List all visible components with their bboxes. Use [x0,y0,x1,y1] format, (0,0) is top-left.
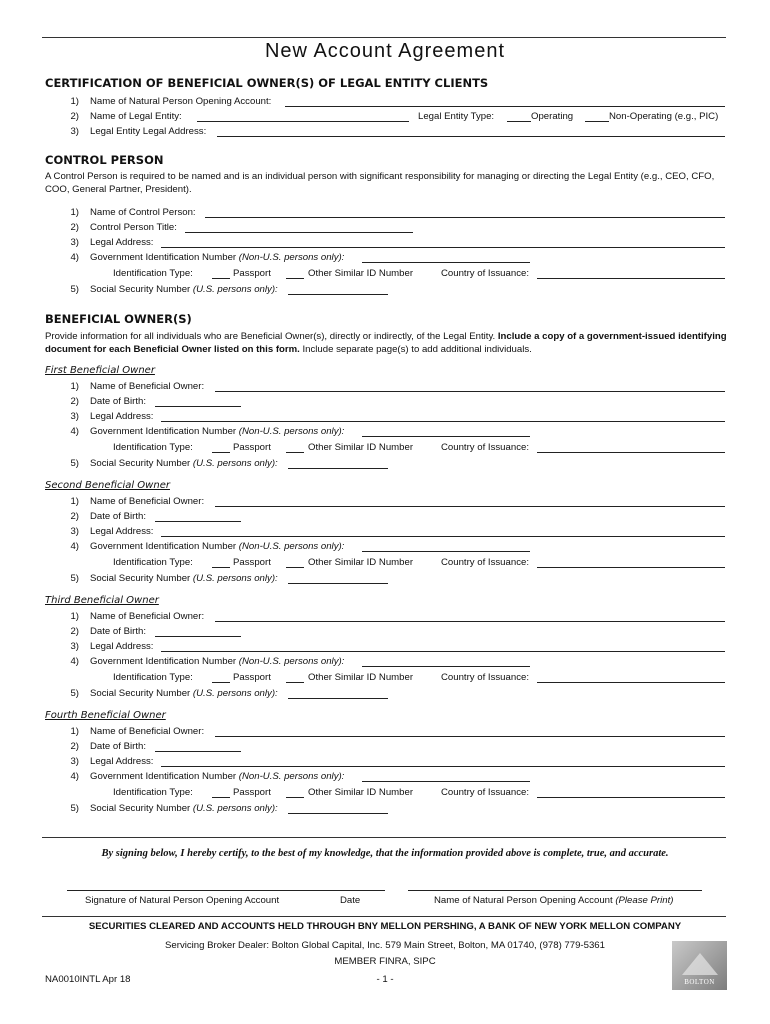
owner-passport-check[interactable] [212,671,230,683]
owner-gov-id-row: 4) Government Identification Number (Non-U.S. persons only): [45,770,727,784]
owner-dob-field[interactable] [155,395,241,407]
owner-address-field[interactable] [161,640,725,652]
owner-dob-field[interactable] [155,510,241,522]
entity-address-field[interactable] [217,125,725,137]
owner-heading: Third Beneficial Owner [45,595,159,606]
owner-dob-row: 2) Date of Birth: [45,740,727,754]
owner-heading: First Beneficial Owner [45,365,155,376]
footer-rule [42,916,726,917]
control-row-5: 5) Social Security Number (U.S. persons only): [45,283,727,297]
page-title: New Account Agreement [264,40,505,62]
owner-ssn-row: 5) Social Security Number (U.S. persons only): [45,687,727,701]
owner-address-row: 3) Legal Address: [45,755,727,769]
control-row-1: 1) Name of Control Person: [45,206,727,220]
section-rule [42,837,726,838]
certification-statement: By signing below, I hereby certify, to the best of my knowledge, that the information provided above is complete, true, and accurate. [101,848,669,859]
control-other-id-check[interactable] [286,267,304,279]
control-ssn-field[interactable] [288,283,388,295]
owner-address-row: 3) Legal Address: [45,410,727,424]
bolton-logo [672,941,727,990]
owner-country-field[interactable] [537,786,725,798]
clearing-banner: SECURITIES CLEARED AND ACCOUNTS HELD THROUGH BNY MELLON PERSHING, A BANK OF NEW YORK MELLON COMPANY [88,921,682,932]
non-operating-check[interactable] [585,110,609,122]
owner-name-field[interactable] [215,725,725,737]
owner-address-field[interactable] [161,525,725,537]
date-label: Date [340,895,361,906]
control-title-field[interactable] [185,221,413,233]
beneficial-heading: BENEFICIAL OWNER(S) [45,312,192,326]
owner-name-row: 1) Name of Beneficial Owner: [45,725,727,739]
owner-ssn-field[interactable] [288,572,388,584]
printed-name-field[interactable] [408,880,702,891]
owner-name-field[interactable] [215,610,725,622]
owner-address-field[interactable] [161,755,725,767]
owner-gov-id-row: 4) Government Identification Number (Non-U.S. persons only): [45,425,727,439]
owner-name-row: 1) Name of Beneficial Owner: [45,610,727,624]
control-name-field[interactable] [205,206,725,218]
owner-gov-id-field[interactable] [362,770,530,782]
owner-id-type-row: Identification Type: Passport Other Similar ID Number Country of Issuance: [45,441,727,455]
control-description: A Control Person is required to be named and is an individual person with significant responsibility for managing or directing the Legal Entity (e.g., CEO, CFO, COO, General Partner, President). [45,171,715,195]
owner-id-type-row: Identification Type: Passport Other Similar ID Number Country of Issuance: [45,786,727,800]
operating-check[interactable] [507,110,531,122]
owner-id-type-row: Identification Type: Passport Other Similar ID Number Country of Issuance: [45,556,727,570]
top-rule [42,37,726,38]
owner-other-id-check[interactable] [286,556,304,568]
cert-row-1: 1) Name of Natural Person Opening Account: [45,95,727,109]
cert-row-3: 3) Legal Entity Legal Address: [45,125,727,139]
printed-name-label: Name of Natural Person Opening Account (Please Print) [434,895,674,906]
owner-gov-id-field[interactable] [362,655,530,667]
owner-heading: Second Beneficial Owner [45,480,170,491]
owner-gov-id-row: 4) Government Identification Number (Non-U.S. persons only): [45,655,727,669]
owner-ssn-field[interactable] [288,457,388,469]
servicing-broker: Servicing Broker Dealer: Bolton Global Capital, Inc. 579 Main Street, Bolton, MA 01740, (978) 779-5361 [165,940,605,951]
cert-heading: CERTIFICATION OF BENEFICIAL OWNER(S) OF LEGAL ENTITY CLIENTS [45,76,489,90]
owner-dob-row: 2) Date of Birth: [45,625,727,639]
owner-heading: Fourth Beneficial Owner [45,710,166,721]
control-id-type-row: Identification Type: Passport Other Similar ID Number Country of Issuance: [45,267,727,281]
owner-passport-check[interactable] [212,556,230,568]
owner-address-row: 3) Legal Address: [45,525,727,539]
page-number: - 1 - [376,974,394,985]
signature-label: Signature of Natural Person Opening Account [85,895,280,906]
cert-row-2: 2) Name of Legal Entity: Legal Entity Type: Operating Non-Operating (e.g., PIC) [70,111,719,122]
logo-text: BOLTON [684,978,715,986]
owner-passport-check[interactable] [212,441,230,453]
owner-country-field[interactable] [537,556,725,568]
signature-field[interactable] [67,880,385,891]
owner-name-row: 1) Name of Beneficial Owner: [45,380,727,394]
logo-mark-icon [682,953,718,975]
owner-gov-id-field[interactable] [362,425,530,437]
control-gov-id-field[interactable] [362,251,530,263]
owner-ssn-field[interactable] [288,687,388,699]
owner-gov-id-field[interactable] [362,540,530,552]
owner-ssn-field[interactable] [288,802,388,814]
owner-id-type-row: Identification Type: Passport Other Similar ID Number Country of Issuance: [45,671,727,685]
owner-other-id-check[interactable] [286,671,304,683]
owner-dob-field[interactable] [155,740,241,752]
form-id: NA0010INTL Apr 18 [45,974,131,985]
natural-person-field[interactable] [285,95,725,107]
control-row-4: 4) Government Identification Number (Non-U.S. persons only): [45,251,727,265]
owner-dob-row: 2) Date of Birth: [45,395,727,409]
owner-ssn-row: 5) Social Security Number (U.S. persons only): [45,457,727,471]
owner-ssn-row: 5) Social Security Number (U.S. persons only): [45,572,727,586]
owner-name-row: 1) Name of Beneficial Owner: [45,495,727,509]
control-address-field[interactable] [161,236,725,248]
control-heading: CONTROL PERSON [45,153,164,167]
owner-dob-field[interactable] [155,625,241,637]
owner-passport-check[interactable] [212,786,230,798]
control-row-3: 3) Legal Address: [45,236,727,250]
control-passport-check[interactable] [212,267,230,279]
control-country-field[interactable] [537,267,725,279]
owner-country-field[interactable] [537,441,725,453]
owner-ssn-row: 5) Social Security Number (U.S. persons only): [45,802,727,816]
owner-country-field[interactable] [537,671,725,683]
owner-name-field[interactable] [215,380,725,392]
owner-other-id-check[interactable] [286,441,304,453]
owner-gov-id-row: 4) Government Identification Number (Non-U.S. persons only): [45,540,727,554]
owner-other-id-check[interactable] [286,786,304,798]
owner-address-field[interactable] [161,410,725,422]
beneficial-intro: Provide information for all individuals who are Beneficial Owner(s), directly or indirectly, of the Legal Entity. Include a copy of a government-issued identifying document for each Beneficial Owner listed on this form. Include separate page(s) to add additional individuals. [45,331,727,355]
owner-address-row: 3) Legal Address: [45,640,727,654]
member-line: MEMBER FINRA, SIPC [334,956,436,967]
legal-entity-field[interactable] [197,110,409,122]
owner-name-field[interactable] [215,495,725,507]
control-row-2: 2) Control Person Title: [45,221,727,235]
owner-dob-row: 2) Date of Birth: [45,510,727,524]
